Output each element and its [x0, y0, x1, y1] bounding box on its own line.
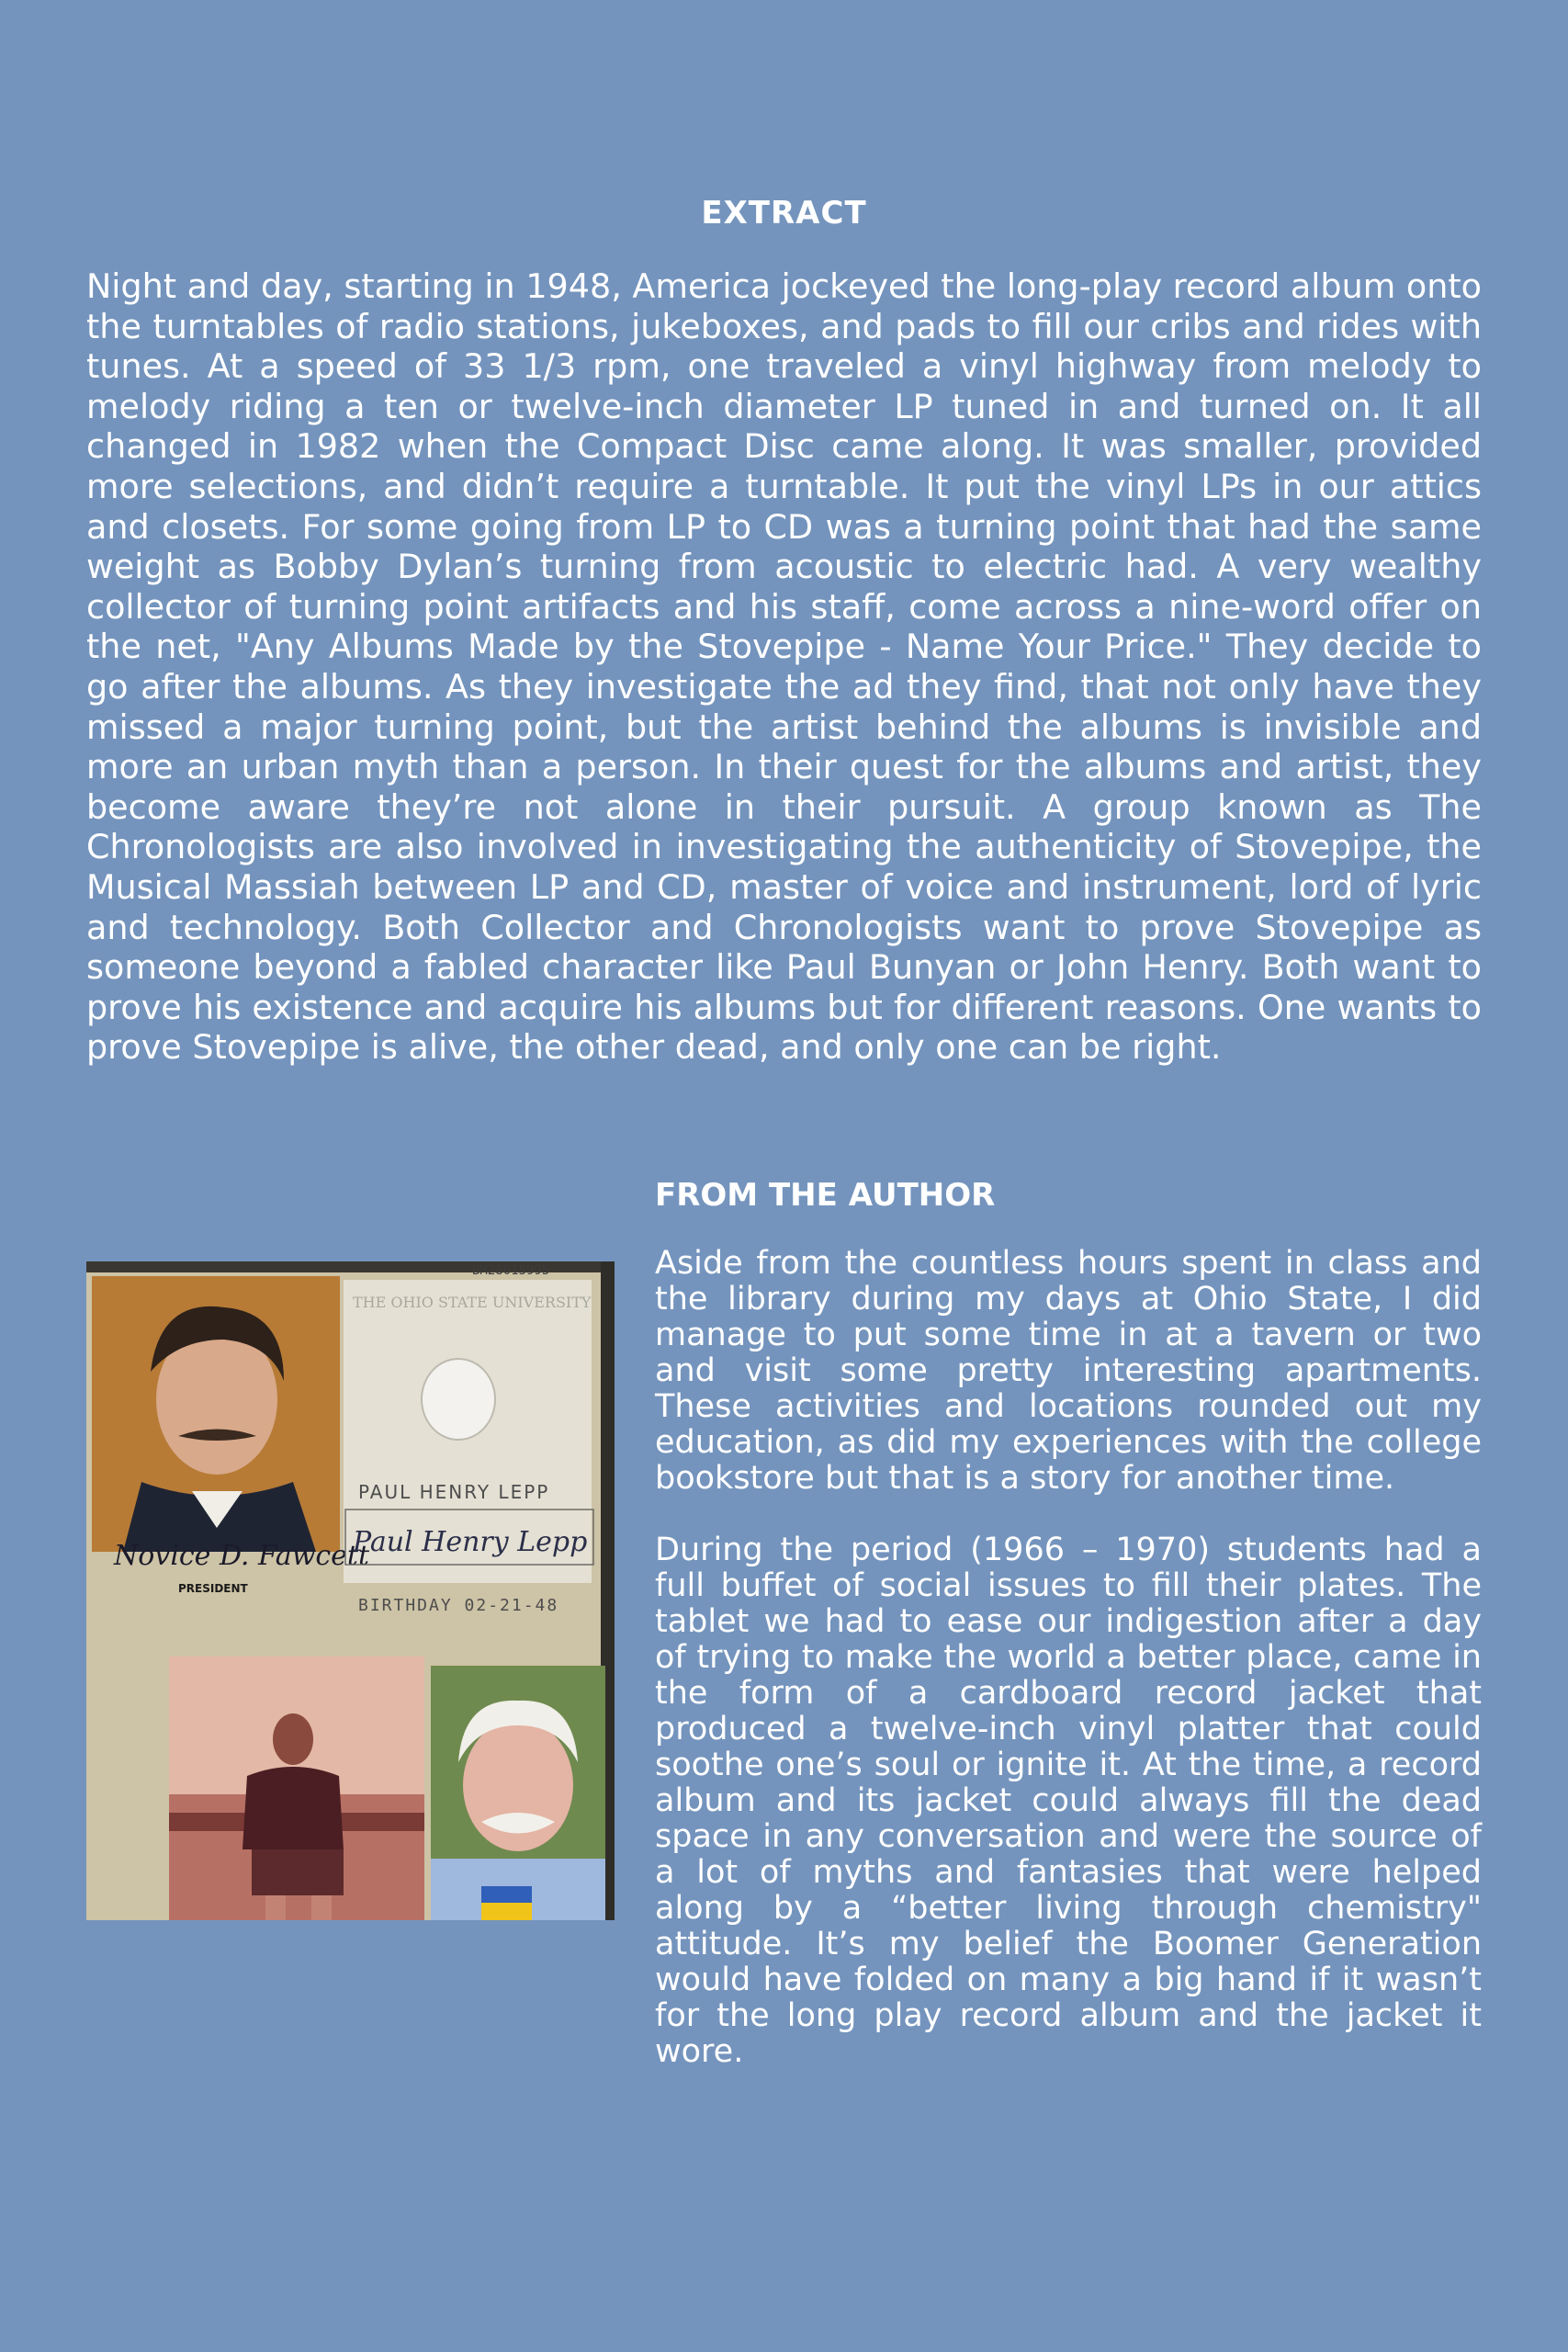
- id-card-hole: [422, 1359, 495, 1440]
- young-man-vest: [243, 1767, 344, 1849]
- id-card-serial: BM28015995: [472, 1263, 550, 1278]
- id-card-president-signature: Novice D. Fawcett: [114, 1540, 370, 1572]
- author-text-column: [655, 1246, 1482, 2106]
- id-card-president-label: PRESIDENT: [178, 1582, 248, 1595]
- author-paragraph-1: Aside from the countless hours spent in class and the library during my days at Ohio State, I did manage to put some time in at a tavern or two and visit some pretty interesting apartments. These activities and locations rounded out my education, as did my experiences with the college bookstore but that is a story for another time.: [655, 1245, 1482, 1497]
- young-man-shorts: [252, 1849, 344, 1895]
- id-card-name: PAUL HENRY LEPP: [358, 1481, 550, 1503]
- author-photo-collage: [86, 1261, 615, 1920]
- author-heading: FROM THE AUTHOR: [655, 1177, 996, 1214]
- flag-yellow: [481, 1903, 532, 1920]
- young-man-head: [273, 1713, 313, 1765]
- author-paragraph-2: During the period (1966 – 1970) students had a full buffet of social issues to fill their plates. The tablet we had to ease our indigestion after a day of trying to make the world a better place, came in the form of a cardboard record jacket that produced a twelve-inch vinyl platter that could soothe one’s soul or ignite it. At the time, a record album and its jacket could always fill the dead space in any conversation and were the source of a lot of myths and fantasies that were helped along by a “better living through chemistry" attitude. It’s my belief the Boomer Generation would have folded on many a big hand if it wasn’t for the long play record album and the jacket it wore.: [655, 1532, 1482, 2070]
- young-man-leg-right: [311, 1895, 332, 1920]
- id-card-signature: Paul Henry Lepp: [353, 1526, 588, 1558]
- extract-heading: EXTRACT: [701, 195, 867, 232]
- young-man-leg-left: [265, 1895, 286, 1920]
- flag-blue: [481, 1886, 532, 1903]
- id-card-birthday: BIRTHDAY 02-21-48: [358, 1596, 559, 1615]
- id-card-university: THE OHIO STATE UNIVERSITY: [353, 1294, 592, 1311]
- extract-body-text: Night and day, starting in 1948, America jockeyed the long-play record album onto the turntables of radio stations, jukeboxes, and pads to fill our cribs and rides with tunes. At a speed of 33 1/3 rpm, one traveled a vinyl highway from melody to melody riding a ten or twelve-inch diameter LP tuned in and turned on. It all changed in 1982 when the Compact Disc came along. It was smaller, provided more selections, and didn’t require a turntable. It put the vinyl LPs in our attics and closets. For some going from LP to CD was a turning point that had the same weight as Bobby Dylan’s turning from acoustic to electric had. A very wealthy collector of turning point artifacts and his staff, come across a nine-word offer on the net, "Any Albums Made by the Stovepipe - Name Your Price." They decide to go after the albums. As they investigate the ad they find, that not only have they missed a major turning point, but the artist behind the albums is invisible and more an urban myth than a person. In their quest for the albums and artist, they become aware they’re not alone in their pursuit. A group known as The Chronologists are also involved in investigating the authenticity of Stovepipe, the Musical Massiah between LP and CD, master of voice and instrument, lord of lyric and technology. Both Collector and Chronologists want to prove Stovepipe as someone beyond a fabled character like Paul Bunyan or John Henry. Both want to prove his existence and acquire his albums but for different reasons. One wants to prove Stovepipe is alive, the other dead, and only one can be right.: [86, 266, 1482, 1068]
